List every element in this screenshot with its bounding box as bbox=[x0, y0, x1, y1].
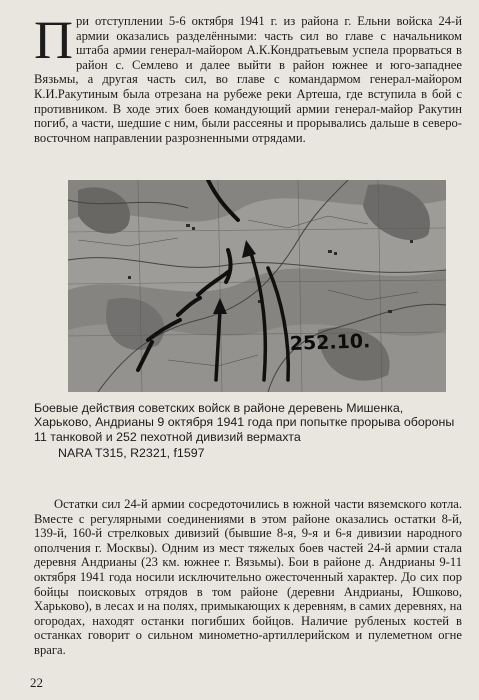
photo-source: NARA T315, R2321, f1597 bbox=[58, 446, 205, 460]
map-image bbox=[68, 180, 446, 392]
map-photograph bbox=[68, 180, 446, 392]
photo-caption: Боевые действия советских войск в районе деревень Мишенка, Харьково, Андрианы 9 октября 1941 года при попытке прорыва обороны 11 танковой и 252 пехотной дивизий вермахта bbox=[34, 401, 455, 444]
body-paragraph: Остатки сил 24-й армии сосредоточились в южной части вяземского котла. Вместе с регулярными соединениями в этом районе оказались остатки 8-й, 139-й, 160-й стрелковых дивизий (бывшие 8-я, 9-я и 6-я дивизии народного ополчения г. Москвы). Одним из мест тяжелых боев частей 24-й армии стала деревня Андрианы (23 км. южнее г. Вязьмы). Бои в районе д. Андрианы 9-11 октября 1941 года носили исключительно ожесточенный характер. До сих пор бойцы поисковых отрядов в том районе (деревни Андрианы, Юшково, Харьково), в лесах и на полях, примыкающих к деревням, в самих деревнях, на огородах, находят останки погибших бойцов. Наличие рубленых костей в останках говорит о сильном минометно-артиллерийском и пулеметном огне врага. bbox=[34, 497, 462, 657]
intro-text: ри отступлении 5-6 октября 1941 г. из района г. Ельни войска 24-й армии оказались разделёнными: часть сил во главе с начальником штаба армии генерал-майором А.К.Кондратьевым успела прорваться в район с. Семлево и далее выйти в район южнее и юго-западнее Вязьмы, а другая часть сил, во главе с командармом генерал-майором К.И.Ракутиным была отрезана на рубеже реки Артеша, где вступила в бой с противником. В ходе этих боев командующий армии генерал-майор Ракутин погиб, а части, шедшие с ним, были рассеяны и прорывались дальше в северо-восточном направлении разрозненными отрядами. bbox=[34, 14, 462, 145]
drop-cap: П bbox=[34, 10, 73, 70]
intro-paragraph bbox=[34, 10, 462, 145]
page-number: 22 bbox=[30, 675, 43, 690]
map-annotation: 252.10. bbox=[289, 330, 371, 355]
